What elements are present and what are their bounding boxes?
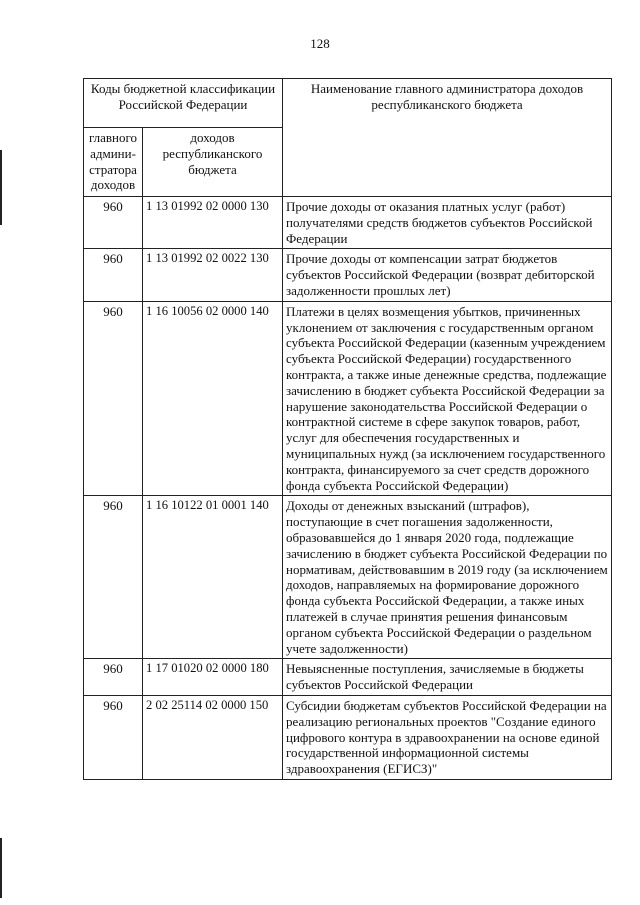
admin-code-cell: 960 bbox=[84, 301, 143, 496]
admin-code-cell: 960 bbox=[84, 659, 143, 696]
budget-codes-table bbox=[83, 78, 612, 780]
table-row bbox=[84, 496, 612, 659]
admin-code-cell: 960 bbox=[84, 249, 143, 301]
admin-code-cell: 960 bbox=[84, 197, 143, 249]
header-chief-administrator: главного админи-стратора доходов bbox=[84, 128, 143, 197]
budget-code-cell: 1 13 01992 02 0000 130 bbox=[143, 197, 283, 249]
table-row bbox=[84, 249, 612, 301]
budget-code-cell: 1 17 01020 02 0000 180 bbox=[143, 659, 283, 696]
income-name-cell: Невыясненные поступления, зачисляемые в бюджеты субъектов Российской Федерации bbox=[283, 659, 612, 696]
budget-code-cell: 2 02 25114 02 0000 150 bbox=[143, 695, 283, 779]
header-classification-codes: Коды бюджетной классификации Российской Федерации bbox=[84, 79, 283, 128]
income-name-cell: Субсидии бюджетам субъектов Российской Федерации на реализацию региональных проектов "Создание единого цифрового контура в здравоохранении на основе единой государственной информационной системы здравоохранения (ЕГИСЗ)" bbox=[283, 695, 612, 779]
budget-code-cell: 1 16 10056 02 0000 140 bbox=[143, 301, 283, 496]
table-row bbox=[84, 659, 612, 696]
scan-margin-line bbox=[0, 838, 2, 898]
budget-code-cell: 1 13 01992 02 0022 130 bbox=[143, 249, 283, 301]
income-name-cell: Прочие доходы от компенсации затрат бюджетов субъектов Российской Федерации (возврат дебиторской задолженности прошлых лет) bbox=[283, 249, 612, 301]
income-name-cell: Доходы от денежных взысканий (штрафов), поступающие в счет погашения задолженности, образовавшейся до 1 января 2020 года, подлежащие зачислению в бюджет субъекта Российской Федерации по нормативам, действовавшим в 2019 году (за исключением доходов, направляемых на формирование дорожного фонда субъекта Российской Федерации, а также иных платежей в случае принятия решения финансовым органом субъекта Российской Федерации о раздельном учете задолженности) bbox=[283, 496, 612, 659]
income-name-cell: Прочие доходы от оказания платных услуг (работ) получателями средств бюджетов субъектов Российской Федерации bbox=[283, 197, 612, 249]
header-administrator-name: Наименование главного администратора доходов республиканского бюджета bbox=[283, 79, 612, 197]
table-row bbox=[84, 695, 612, 779]
admin-code-cell: 960 bbox=[84, 695, 143, 779]
header-republican-budget-income: доходов республиканского бюджета bbox=[143, 128, 283, 197]
income-name-cell: Платежи в целях возмещения убытков, причиненных уклонением от заключения с государственным органом субъекта Российской Федерации (казенным учреждением субъекта Российской Федерации) государственного контракта, а также иные денежные средства, подлежащие зачислению в бюджет субъекта Российской Федерации за нарушение законодательства Российской Федерации о контрактной системе в сфере закупок товаров, работ, услуг для обеспечения государственных и муниципальных нужд (за исключением государственного контракта, финансируемого за счет средств дорожного фонда субъекта Российской Федерации) bbox=[283, 301, 612, 496]
page-number: 128 bbox=[310, 36, 330, 51]
table-body bbox=[84, 197, 612, 780]
scan-margin-line bbox=[0, 150, 2, 225]
table-row bbox=[84, 197, 612, 249]
admin-code-cell: 960 bbox=[84, 496, 143, 659]
budget-code-cell: 1 16 10122 01 0001 140 bbox=[143, 496, 283, 659]
table-row bbox=[84, 301, 612, 496]
